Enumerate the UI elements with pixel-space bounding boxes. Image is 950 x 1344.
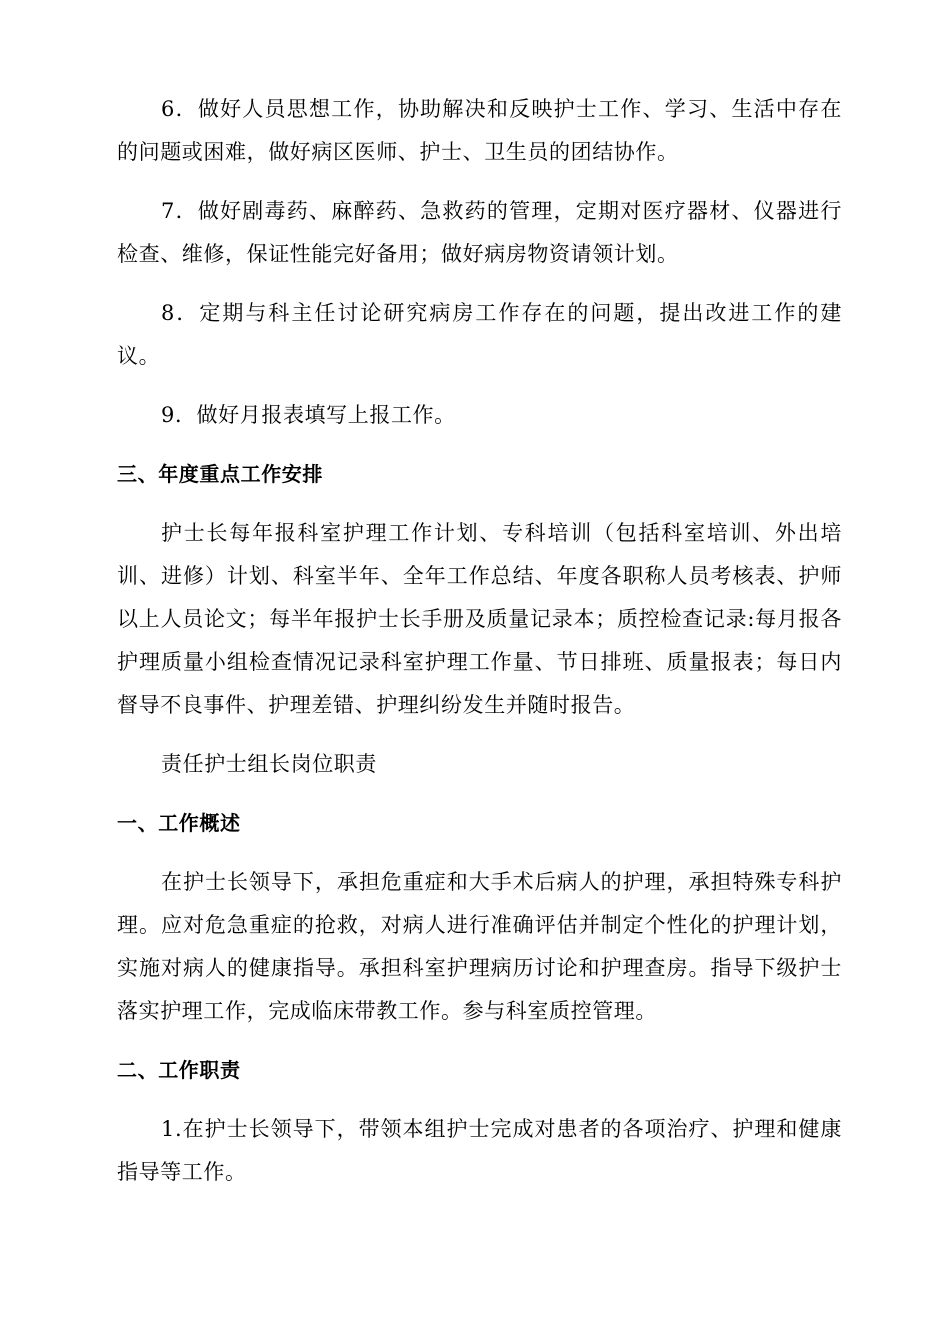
paragraph-annual-plan: 护士长每年报科室护理工作计划、专科培训（包括科室培训、外出培训、进修）计划、科室半年、全年工作总结、年度各职称人员考核表、护师以上人员论文；每半年报护士长手册及质量记录本；质控检查记录:每月报各护理质量小组检查情况记录科室护理工作量、节日排班、质量报表；每日内督导不良事件、护理差错、护理纠纷发生并随时报告。 bbox=[117, 521, 842, 717]
paragraph-duty-1: 1.在护士长领导下，带领本组护士完成对患者的各项治疗、护理和健康指导等工作。 bbox=[117, 1117, 842, 1184]
paragraph-item-6: 6．做好人员思想工作，协助解决和反映护士工作、学习、生活中存在的问题或困难，做好病区医师、护士、卫生员的团结协作。 bbox=[117, 97, 842, 164]
section-heading-overview: 一、工作概述 bbox=[117, 811, 241, 835]
paragraph-item-7: 7．做好剧毒药、麻醉药、急救药的管理，定期对医疗器材、仪器进行检查、维修，保证性能完好备用；做好病房物资请领计划。 bbox=[117, 199, 842, 266]
document-page bbox=[117, 88, 842, 1210]
role-title: 责任护士组长岗位职责 bbox=[161, 752, 377, 776]
paragraph-overview: 在护士长领导下，承担危重症和大手术后病人的护理，承担特殊专科护理。应对危急重症的抢救，对病人进行准确评估并制定个性化的护理计划，实施对病人的健康指导。承担科室护理病历讨论和护理查房。指导下级护士落实护理工作，完成临床带教工作。参与科室质控管理。 bbox=[117, 870, 842, 1023]
paragraph-item-9: 9．做好月报表填写上报工作。 bbox=[161, 403, 456, 427]
section-heading-duties: 二、工作职责 bbox=[117, 1058, 241, 1082]
section-heading-annual-plan: 三、年度重点工作安排 bbox=[117, 462, 323, 486]
paragraph-item-8: 8．定期与科主任讨论研究病房工作存在的问题，提出改进工作的建议。 bbox=[117, 301, 842, 368]
